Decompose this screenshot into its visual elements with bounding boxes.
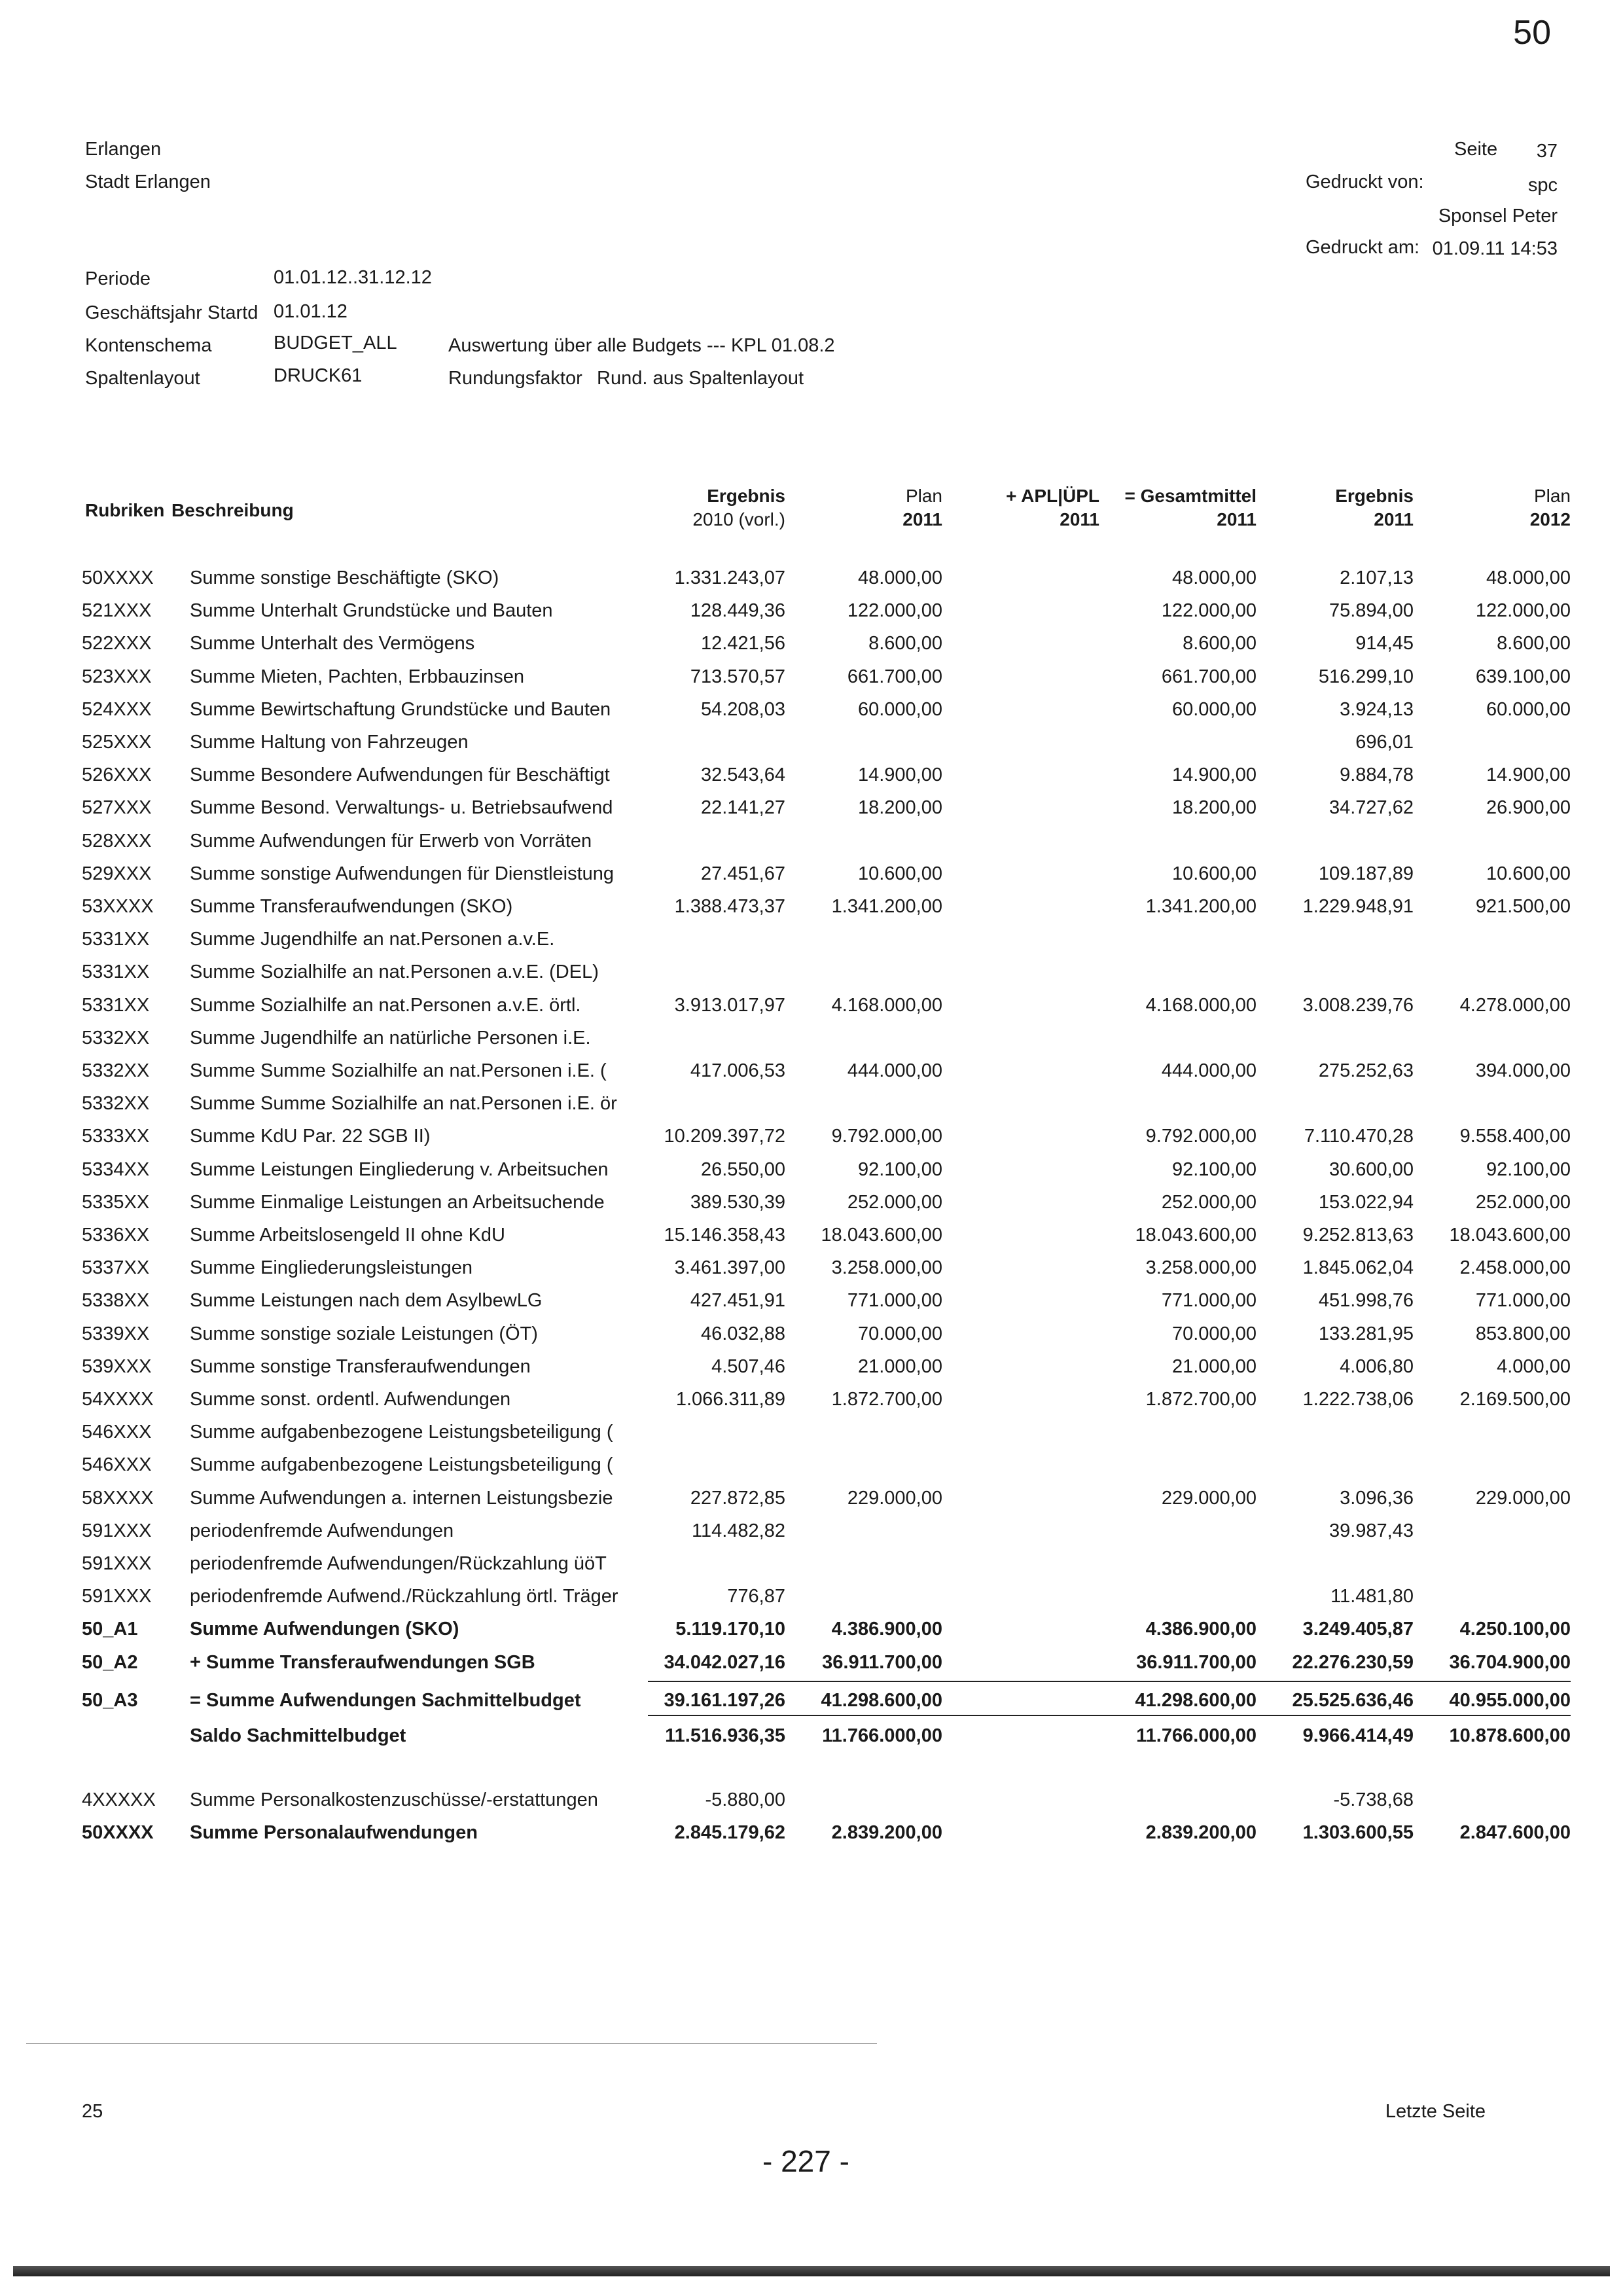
cell-p12: 92.100,00: [1486, 1158, 1571, 1180]
cell-ges: 661.700,00: [1161, 666, 1257, 687]
cell-code: 546XXX: [82, 1422, 152, 1443]
cell-desc: Summe Aufwendungen (SKO): [190, 1619, 459, 1640]
cell-e11: 11.481,80: [1330, 1586, 1414, 1607]
col-plan-2012: [1530, 484, 1571, 531]
cell-desc: Summe Bewirtschaftung Grundstücke und Bauten: [190, 698, 611, 720]
cell-desc: Summe Aufwendungen a. internen Leistungsbezie: [190, 1487, 613, 1509]
cell-code: 50_A3: [82, 1689, 138, 1711]
table-row: [0, 1646, 1623, 1679]
cell-e11: 275.252,63: [1318, 1060, 1414, 1081]
cell-code: 529XXX: [82, 863, 152, 884]
table-row: [0, 1482, 1623, 1515]
cell-p11: 14.900,00: [857, 764, 942, 786]
cell-code: 5332XX: [82, 1027, 150, 1049]
cell-code: 50_A1: [82, 1619, 138, 1640]
cell-e11: 30.600,00: [1329, 1158, 1414, 1180]
cell-code: 5338XX: [82, 1290, 150, 1312]
cell-desc: Summe Jugendhilfe an natürliche Personen i.E.: [190, 1027, 591, 1049]
cell-p11: 252.000,00: [847, 1191, 942, 1213]
cell-e10: 114.482,82: [692, 1520, 785, 1541]
cell-p11: 2.839.200,00: [831, 1822, 942, 1844]
cell-p11: 3.258.000,00: [831, 1257, 942, 1279]
cell-ges: 4.386.900,00: [1145, 1619, 1257, 1640]
meta-value-periode: 01.01.12..31.12.12: [274, 267, 432, 288]
cell-ges: 92.100,00: [1171, 1158, 1257, 1180]
col-apl-uepl-line2: 2011: [1060, 509, 1099, 529]
meta-label-spaltenlayout: Spaltenlayout: [85, 368, 200, 389]
cell-desc: Summe Mieten, Pachten, Erbbauzinsen: [190, 666, 524, 687]
scan-bottom-band: [13, 2266, 1610, 2276]
cell-e11: 1.303.600,55: [1302, 1822, 1414, 1844]
cell-e10: 32.543,64: [700, 764, 785, 786]
cell-desc: Summe aufgabenbezogene Leistungsbeteiligung (: [190, 1422, 613, 1443]
table-row: [0, 660, 1623, 693]
cell-code: 5332XX: [82, 1093, 150, 1115]
cell-e10: 34.042.027,16: [664, 1651, 785, 1673]
meta-value-spaltenlayout: DRUCK61: [274, 365, 363, 386]
cell-code: 591XXX: [82, 1586, 152, 1607]
cell-desc: Summe Sozialhilfe an nat.Personen a.v.E. örtl.: [190, 994, 581, 1016]
table-row: [0, 1186, 1623, 1219]
cell-ges: 4.168.000,00: [1145, 994, 1257, 1016]
table-row: [0, 791, 1623, 824]
cell-e11: 153.022,94: [1318, 1191, 1414, 1213]
cell-p11: 18.043.600,00: [821, 1225, 942, 1246]
col-plan-2012-line2: 2012: [1529, 509, 1571, 529]
cell-e10: 2.845.179,62: [674, 1822, 785, 1844]
meta-label-geschaeftsjahr: Geschäftsjahr Startd: [85, 302, 259, 323]
cell-code: 4XXXXX: [82, 1789, 156, 1811]
table-row: [0, 1350, 1623, 1383]
cell-ges: 48.000,00: [1171, 567, 1257, 588]
cell-e10: 1.331.243,07: [674, 567, 785, 588]
cell-p11: 36.911.700,00: [822, 1651, 942, 1673]
cell-code: 5331XX: [82, 994, 150, 1016]
cell-e11: 696,01: [1355, 732, 1414, 753]
cell-e11: 1.229.948,91: [1302, 896, 1414, 917]
cell-p11: 4.386.900,00: [831, 1619, 942, 1640]
header-authority: Stadt Erlangen: [85, 171, 211, 192]
cell-desc: Summe KdU Par. 22 SGB II): [190, 1126, 431, 1147]
cell-code: 5336XX: [82, 1225, 150, 1246]
cell-e11: 3.008.239,76: [1302, 994, 1414, 1016]
cell-code: 58XXXX: [82, 1487, 154, 1509]
cell-code: 539XXX: [82, 1355, 152, 1377]
cell-desc: Summe sonstige Transferaufwendungen: [190, 1355, 531, 1377]
cell-e11: 3.924,13: [1340, 698, 1414, 720]
table-row: [0, 857, 1623, 890]
seite-value: 37: [1536, 141, 1558, 162]
table-row: [0, 1547, 1623, 1580]
cell-desc: Summe Leistungen nach dem AsylbewLG: [190, 1290, 543, 1312]
table-row: [0, 1251, 1623, 1284]
cell-e10: 11.516.936,35: [665, 1725, 785, 1746]
cell-code: 50XXXX: [82, 567, 154, 588]
cell-desc: Summe Summe Sozialhilfe an nat.Personen i.E. (: [190, 1060, 607, 1081]
cell-e11: 133.281,95: [1318, 1323, 1414, 1344]
cell-ges: 21.000,00: [1171, 1355, 1257, 1377]
cell-code: 5334XX: [82, 1158, 150, 1180]
cell-ges: 9.792.000,00: [1145, 1126, 1257, 1147]
table-row: [0, 1054, 1623, 1087]
table-row: [0, 825, 1623, 857]
cell-e10: 15.146.358,43: [664, 1225, 785, 1246]
cell-p12: 853.800,00: [1475, 1323, 1571, 1344]
cell-desc: Summe sonstige soziale Leistungen (ÖT): [190, 1323, 538, 1344]
cell-e11: 9.884,78: [1340, 764, 1414, 786]
cell-ges: 2.839.200,00: [1145, 1822, 1257, 1844]
cell-desc: Summe Eingliederungsleistungen: [190, 1257, 473, 1279]
cell-e11: 3.096,36: [1340, 1487, 1414, 1509]
cell-p12: 10.600,00: [1486, 863, 1571, 884]
cell-ges: 8.600,00: [1183, 633, 1257, 655]
col-apl-uepl: [1006, 484, 1099, 531]
cell-p12: 10.878.600,00: [1449, 1725, 1571, 1746]
cell-p12: 252.000,00: [1475, 1191, 1571, 1213]
cell-desc: Summe Transferaufwendungen (SKO): [190, 896, 513, 917]
cell-code: 50_A2: [82, 1651, 138, 1673]
cell-e11: 7.110.470,28: [1304, 1126, 1414, 1147]
cell-p11: 229.000,00: [847, 1487, 942, 1509]
col-beschreibung: Beschreibung: [171, 500, 294, 520]
cell-e10: 54.208,03: [700, 698, 785, 720]
col-plan-2011: [902, 484, 942, 531]
cell-e11: -5.738,68: [1333, 1789, 1414, 1811]
cell-desc: = Summe Aufwendungen Sachmittelbudget: [190, 1689, 581, 1711]
table-row: [0, 1219, 1623, 1251]
cell-code: 546XXX: [82, 1454, 152, 1476]
table-row: [0, 562, 1623, 594]
table-row: [0, 1022, 1623, 1054]
cell-p12: 48.000,00: [1486, 567, 1571, 588]
col-gesamtmittel-line2: 2011: [1217, 509, 1257, 529]
cell-p11: 21.000,00: [857, 1355, 942, 1377]
cell-p12: 26.900,00: [1486, 797, 1571, 819]
cell-desc: Summe sonstige Aufwendungen für Dienstleistung: [190, 863, 615, 884]
cell-e11: 4.006,80: [1340, 1355, 1414, 1377]
col-ergebnis-2011-line1: Ergebnis: [1335, 486, 1414, 506]
cell-p12: 8.600,00: [1497, 633, 1571, 655]
table-row: [0, 1613, 1623, 1645]
cell-e10: 227.872,85: [690, 1487, 785, 1509]
cell-e11: 9.252.813,63: [1302, 1225, 1414, 1246]
cell-desc: Summe Arbeitslosengeld II ohne KdU: [190, 1225, 505, 1246]
meta-value-kontenschema: BUDGET_ALL: [274, 332, 397, 353]
separator-line-total: [648, 1681, 1571, 1682]
cell-p11: 48.000,00: [857, 567, 942, 588]
col-ergebnis-2010-line1: Ergebnis: [707, 486, 785, 506]
cell-ges: 1.341.200,00: [1145, 896, 1257, 917]
table-row: [0, 1580, 1623, 1613]
cell-p11: 18.200,00: [857, 797, 942, 819]
seite-label: Seite: [1454, 139, 1498, 160]
cell-ges: 70.000,00: [1171, 1323, 1257, 1344]
cell-ges: 771.000,00: [1161, 1290, 1257, 1312]
footer-page-count: 25: [82, 2101, 103, 2122]
col-ergebnis-2011: [1335, 484, 1414, 531]
cell-desc: Summe Personalkostenzuschüsse/-erstattungen: [190, 1789, 598, 1811]
cell-p11: 661.700,00: [847, 666, 942, 687]
col-gesamtmittel-line1: = Gesamtmittel: [1124, 486, 1257, 506]
table-row: [0, 989, 1623, 1022]
footer-last-page: Letzte Seite: [1385, 2101, 1486, 2122]
cell-p12: 2.458.000,00: [1459, 1257, 1571, 1279]
cell-p12: 921.500,00: [1475, 896, 1571, 917]
cell-e11: 1.845.062,04: [1302, 1257, 1414, 1279]
cell-p12: 394.000,00: [1475, 1060, 1571, 1081]
cell-ges: 444.000,00: [1161, 1060, 1257, 1081]
cell-p11: 9.792.000,00: [831, 1126, 942, 1147]
cell-e11: 75.894,00: [1329, 600, 1414, 622]
cell-p12: 36.704.900,00: [1449, 1651, 1571, 1673]
cell-e10: 26.550,00: [700, 1158, 785, 1180]
separator-line-saldo: [648, 1715, 1571, 1716]
cell-desc: Summe Leistungen Eingliederung v. Arbeitsuchen: [190, 1158, 609, 1180]
cell-code: 524XXX: [82, 698, 152, 720]
cell-e10: 427.451,91: [690, 1290, 785, 1312]
col-rubriken: Rubriken: [85, 500, 165, 520]
col-plan-2011-line1: Plan: [905, 486, 942, 506]
cell-e10: 3.913.017,97: [674, 994, 785, 1016]
cell-p12: 60.000,00: [1486, 698, 1571, 720]
cell-p11: 1.341.200,00: [831, 896, 942, 917]
cell-p11: 10.600,00: [857, 863, 942, 884]
cell-e11: 1.222.738,06: [1302, 1389, 1414, 1410]
table-row: [0, 1719, 1623, 1752]
cell-p11: 1.872.700,00: [831, 1389, 942, 1410]
cell-code: 591XXX: [82, 1553, 152, 1574]
printed-by-name: Sponsel Peter: [1438, 206, 1558, 226]
cell-e11: 914,45: [1355, 633, 1414, 655]
cell-p12: 4.278.000,00: [1459, 994, 1571, 1016]
table-row: [0, 1816, 1623, 1849]
cell-p12: 4.250.100,00: [1459, 1619, 1571, 1640]
cell-e10: 4.507,46: [711, 1355, 785, 1377]
cell-code: 525XXX: [82, 732, 152, 753]
cell-e11: 2.107,13: [1340, 567, 1414, 588]
cell-e10: 12.421,56: [700, 633, 785, 655]
table-row: [0, 726, 1623, 759]
cell-e10: -5.880,00: [705, 1789, 785, 1811]
cell-ges: 36.911.700,00: [1136, 1651, 1257, 1673]
cell-p12: 229.000,00: [1475, 1487, 1571, 1509]
cell-e10: 22.141,27: [700, 797, 785, 819]
cell-p11: 41.298.600,00: [821, 1689, 942, 1711]
cell-e10: 10.209.397,72: [664, 1126, 785, 1147]
cell-e10: 3.461.397,00: [674, 1257, 785, 1279]
cell-code: 521XXX: [82, 600, 152, 622]
cell-e11: 9.966.414,49: [1302, 1725, 1414, 1746]
col-plan-2012-line1: Plan: [1533, 486, 1571, 506]
cell-desc: Summe Besondere Aufwendungen für Beschäftigt: [190, 764, 610, 786]
table-row: [0, 1153, 1623, 1186]
header-city: Erlangen: [85, 139, 162, 160]
cell-p12: 2.847.600,00: [1459, 1822, 1571, 1844]
cell-e11: 451.998,76: [1318, 1290, 1414, 1312]
table-row: [0, 1383, 1623, 1416]
table-row: [0, 923, 1623, 956]
meta-rundungsfaktor-label: Rundungsfaktor: [448, 368, 582, 389]
cell-code: 5337XX: [82, 1257, 150, 1279]
col-ergebnis-2010-line2: 2010 (vorl.): [692, 509, 785, 529]
cell-e10: 39.161.197,26: [664, 1689, 785, 1711]
table-row: [0, 1284, 1623, 1317]
cell-p12: 14.900,00: [1486, 764, 1571, 786]
meta-rundungsfaktor-value: Rund. aus Spaltenlayout: [597, 368, 804, 389]
cell-p11: 92.100,00: [857, 1158, 942, 1180]
table-row: [0, 890, 1623, 923]
cell-ges: 41.298.600,00: [1135, 1689, 1257, 1711]
cell-desc: Summe Unterhalt des Vermögens: [190, 633, 475, 655]
cell-desc: Summe Aufwendungen für Erwerb von Vorräten: [190, 830, 592, 852]
cell-e11: 3.249.405,87: [1302, 1619, 1414, 1640]
cell-p12: 639.100,00: [1475, 666, 1571, 687]
cell-e11: 25.525.636,46: [1292, 1689, 1414, 1711]
cell-p11: 771.000,00: [847, 1290, 942, 1312]
cell-e10: 389.530,39: [690, 1191, 785, 1213]
page-number-top: 50: [1513, 14, 1551, 52]
cell-code: 526XXX: [82, 764, 152, 786]
cell-e10: 417.006,53: [690, 1060, 785, 1081]
cell-p12: 18.043.600,00: [1449, 1225, 1571, 1246]
cell-code: 528XXX: [82, 830, 152, 852]
cell-desc: Summe Sozialhilfe an nat.Personen a.v.E. (DEL): [190, 961, 599, 983]
col-gesamtmittel: [1124, 484, 1257, 531]
table-row: [0, 1784, 1623, 1816]
cell-code: 5333XX: [82, 1126, 150, 1147]
table-row: [0, 594, 1623, 627]
cell-e11: 22.276.230,59: [1292, 1651, 1414, 1673]
table-row: [0, 956, 1623, 988]
table-row: [0, 1448, 1623, 1481]
meta-label-kontenschema: Kontenschema: [85, 335, 212, 356]
cell-code: 5331XX: [82, 929, 150, 950]
cell-desc: Summe Besond. Verwaltungs- u. Betriebsaufwend: [190, 797, 613, 819]
gedruckt-von-value: spc: [1527, 175, 1558, 196]
table-row: [0, 759, 1623, 791]
meta-auswertung: Auswertung über alle Budgets --- KPL 01.08.2: [448, 335, 835, 356]
cell-e10: 713.570,57: [690, 666, 785, 687]
cell-ges: 14.900,00: [1171, 764, 1257, 786]
cell-e10: 1.388.473,37: [674, 896, 785, 917]
cell-desc: Summe Personalaufwendungen: [190, 1822, 478, 1844]
table-row: [0, 1684, 1623, 1717]
cell-code: 527XXX: [82, 797, 152, 819]
cell-ges: 3.258.000,00: [1145, 1257, 1257, 1279]
table-row: [0, 1087, 1623, 1120]
cell-desc: periodenfremde Aufwendungen: [190, 1520, 454, 1541]
cell-p12: 771.000,00: [1475, 1290, 1571, 1312]
cell-desc: Summe sonst. ordentl. Aufwendungen: [190, 1389, 511, 1410]
gedruckt-am-label: Gedruckt am:: [1306, 237, 1420, 258]
cell-p11: 444.000,00: [847, 1060, 942, 1081]
cell-e11: 109.187,89: [1318, 863, 1414, 884]
meta-value-geschaeftsjahr: 01.01.12: [274, 301, 348, 322]
cell-ges: 252.000,00: [1161, 1191, 1257, 1213]
table-row: [0, 1318, 1623, 1350]
cell-e10: 27.451,67: [700, 863, 785, 884]
cell-p11: 122.000,00: [847, 600, 942, 622]
col-plan-2011-line2: 2011: [902, 509, 942, 529]
cell-code: 50XXXX: [82, 1822, 154, 1844]
cell-desc: Saldo Sachmittelbudget: [190, 1725, 406, 1746]
cell-p12: 2.169.500,00: [1459, 1389, 1571, 1410]
cell-desc: Summe Unterhalt Grundstücke und Bauten: [190, 600, 553, 622]
cell-code: 54XXXX: [82, 1389, 154, 1410]
cell-ges: 122.000,00: [1161, 600, 1257, 622]
footer-rule: [26, 2043, 877, 2044]
cell-e11: 516.299,10: [1318, 666, 1414, 687]
cell-code: 522XXX: [82, 633, 152, 655]
cell-p11: 60.000,00: [857, 698, 942, 720]
gedruckt-am-value: 01.09.11 14:53: [1432, 238, 1558, 259]
cell-e10: 46.032,88: [700, 1323, 785, 1344]
cell-p11: 11.766.000,00: [822, 1725, 942, 1746]
col-ergebnis-2010: [692, 484, 785, 531]
cell-desc: Summe aufgabenbezogene Leistungsbeteiligung (: [190, 1454, 613, 1476]
table-row: [0, 627, 1623, 660]
cell-e10: 1.066.311,89: [675, 1389, 785, 1410]
cell-e10: 776,87: [727, 1586, 785, 1607]
cell-ges: 18.200,00: [1171, 797, 1257, 819]
cell-p12: 9.558.400,00: [1459, 1126, 1571, 1147]
cell-p12: 4.000,00: [1497, 1355, 1571, 1377]
cell-code: 5335XX: [82, 1191, 150, 1213]
table-row: [0, 693, 1623, 726]
cell-desc: Summe Summe Sozialhilfe an nat.Personen i.E. ör: [190, 1093, 617, 1115]
table-row: [0, 1416, 1623, 1448]
cell-e11: 39.987,43: [1329, 1520, 1414, 1541]
cell-code: 591XXX: [82, 1520, 152, 1541]
cell-code: 523XXX: [82, 666, 152, 687]
cell-desc: periodenfremde Aufwend./Rückzahlung örtl. Träger: [190, 1586, 618, 1607]
cell-e10: 5.119.170,10: [675, 1619, 785, 1640]
cell-ges: 1.872.700,00: [1145, 1389, 1257, 1410]
cell-p11: 8.600,00: [868, 633, 942, 655]
cell-code: 5331XX: [82, 961, 150, 983]
cell-desc: Summe Haltung von Fahrzeugen: [190, 732, 469, 753]
cell-ges: 11.766.000,00: [1136, 1725, 1257, 1746]
table-row: [0, 1120, 1623, 1153]
cell-desc: Summe Einmalige Leistungen an Arbeitsuchende: [190, 1191, 605, 1213]
cell-p11: 4.168.000,00: [831, 994, 942, 1016]
cell-e10: 128.449,36: [690, 600, 785, 622]
cell-p12: 40.955.000,00: [1449, 1689, 1571, 1711]
meta-label-periode: Periode: [85, 268, 151, 289]
table-row: [0, 1515, 1623, 1547]
cell-ges: 10.600,00: [1171, 863, 1257, 884]
cell-ges: 18.043.600,00: [1135, 1225, 1257, 1246]
cell-code: 53XXXX: [82, 896, 154, 917]
cell-desc: Summe sonstige Beschäftigte (SKO): [190, 567, 499, 588]
gedruckt-von-label: Gedruckt von:: [1306, 171, 1424, 192]
cell-code: 5332XX: [82, 1060, 150, 1081]
cell-ges: 60.000,00: [1171, 698, 1257, 720]
cell-desc: Summe Jugendhilfe an nat.Personen a.v.E.: [190, 929, 555, 950]
cell-code: 5339XX: [82, 1323, 150, 1344]
footer-page-number: - 227 -: [762, 2144, 849, 2178]
cell-desc: + Summe Transferaufwendungen SGB: [190, 1651, 535, 1673]
cell-ges: 229.000,00: [1161, 1487, 1257, 1509]
cell-p11: 70.000,00: [857, 1323, 942, 1344]
col-ergebnis-2011-line2: 2011: [1374, 509, 1414, 529]
cell-e11: 34.727,62: [1329, 797, 1414, 819]
cell-desc: periodenfremde Aufwendungen/Rückzahlung üöT: [190, 1553, 607, 1574]
col-apl-uepl-line1: + APL|ÜPL: [1006, 486, 1099, 506]
cell-p12: 122.000,00: [1475, 600, 1571, 622]
